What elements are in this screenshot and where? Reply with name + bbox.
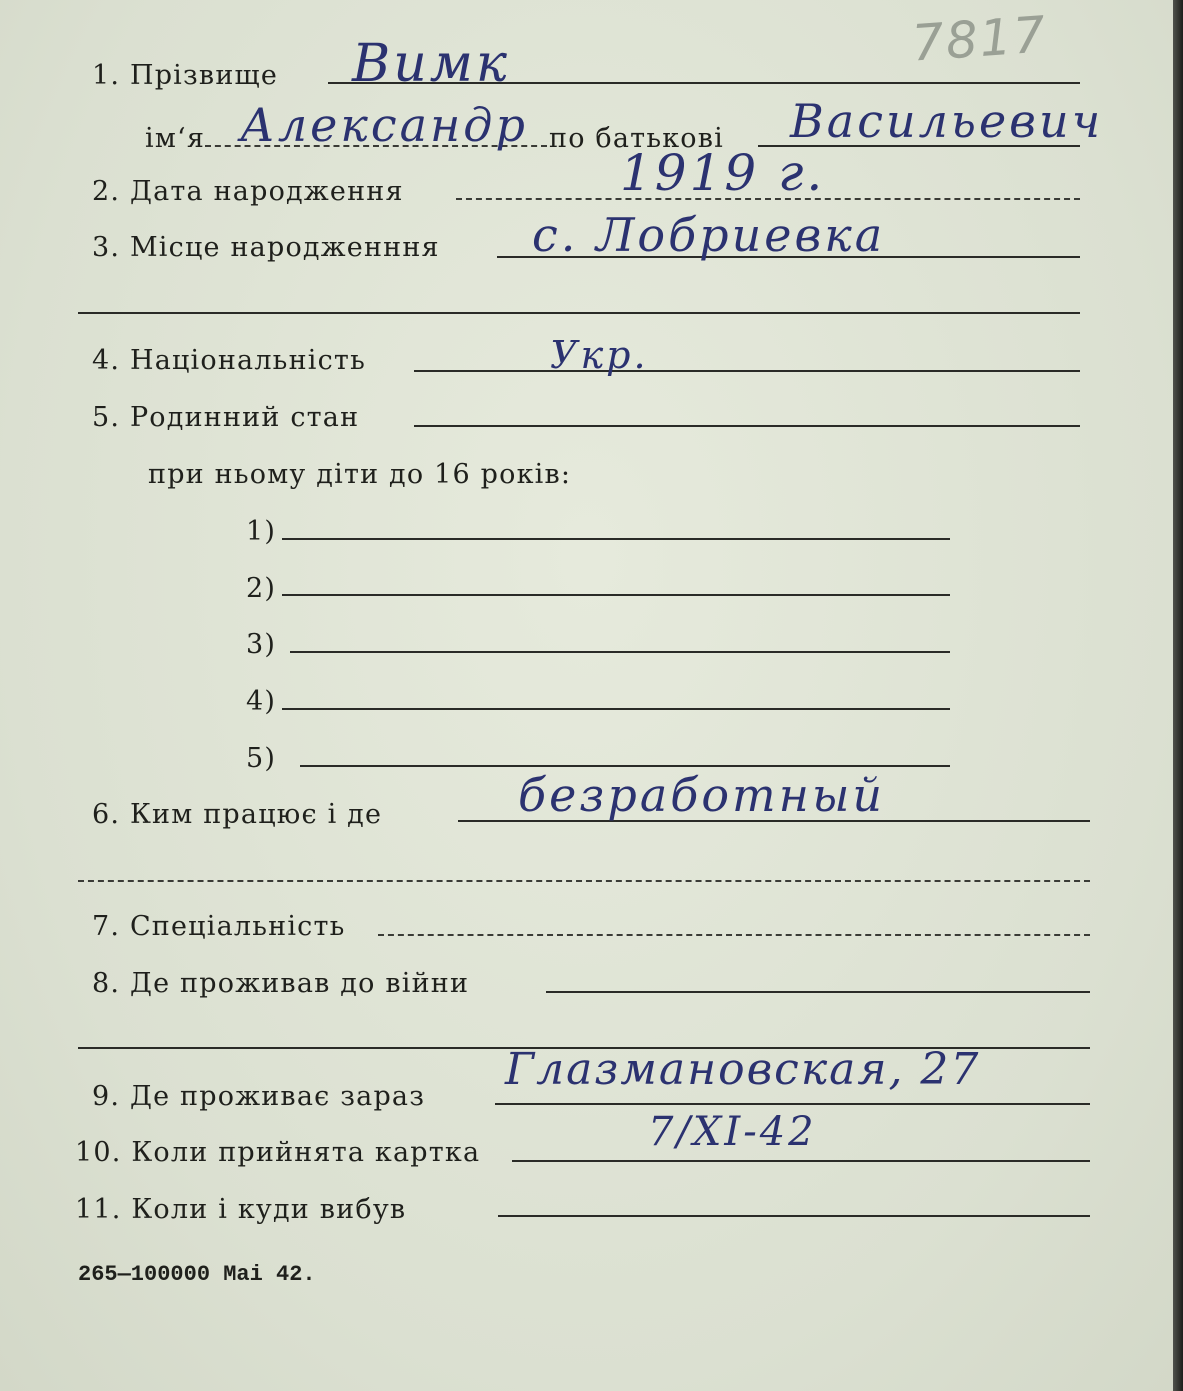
birth-place-label: 3. Місце народженння [92,232,440,263]
archive-number: 7817 [910,5,1050,73]
specialty-label: 7. Спеціальність [92,911,346,942]
card-edge-shadow [1173,0,1183,1391]
children-label: при ньому діти до 16 років: [148,459,572,490]
child-3-line [290,651,950,653]
patronymic-value: Васильевич [790,94,1104,148]
departure-line [498,1215,1090,1217]
marital-status-line [414,425,1080,427]
child-4-label: 4) [246,686,277,717]
child-2-label: 2) [246,573,277,604]
child-5-line [300,765,950,767]
card-accepted-line [512,1160,1090,1162]
prewar-residence-label: 8. Де проживав до війни [92,968,470,999]
child-3-label: 3) [246,629,277,660]
birth-date-label: 2. Дата народження [92,176,404,207]
nationality-value: Укр. [550,333,649,377]
surname-label: 1. Прізвище [92,60,279,91]
print-run-footer: 265—100000 Mai 42. [78,1262,316,1287]
occupation-label: 6. Ким працює і де [92,799,383,830]
first-name-value: Александр [240,98,528,152]
current-residence-line [495,1103,1090,1105]
child-2-line [282,594,950,596]
current-residence-label: 9. Де проживає зараз [92,1081,426,1112]
current-residence-value: Глазмановская, 27 [505,1044,981,1095]
marital-status-label: 5. Родинний стан [92,402,360,433]
nationality-label: 4. Національність [92,345,366,376]
departure-label: 11. Коли і куди вибув [75,1194,407,1225]
first-name-label: ім‘я [145,123,206,154]
child-5-label: 5) [246,743,277,774]
nationality-line [414,370,1080,372]
child-4-line [282,708,950,710]
child-1-line [282,538,950,540]
occupation-value: безработный [518,768,886,822]
card-accepted-value: 7/XI-42 [648,1109,817,1155]
birth-place-extra-line [78,312,1080,314]
surname-value: Вимк [352,34,510,94]
birth-place-value: с. Лобриевка [532,208,886,262]
child-1-label: 1) [246,516,277,547]
patronymic-label: по батькові [549,123,724,154]
birth-date-value: 1919 г. [620,144,826,202]
prewar-residence-line [546,991,1090,993]
occupation-extra-line [78,880,1090,882]
card-accepted-label: 10. Коли прийнята картка [75,1137,481,1168]
specialty-line [378,934,1090,936]
